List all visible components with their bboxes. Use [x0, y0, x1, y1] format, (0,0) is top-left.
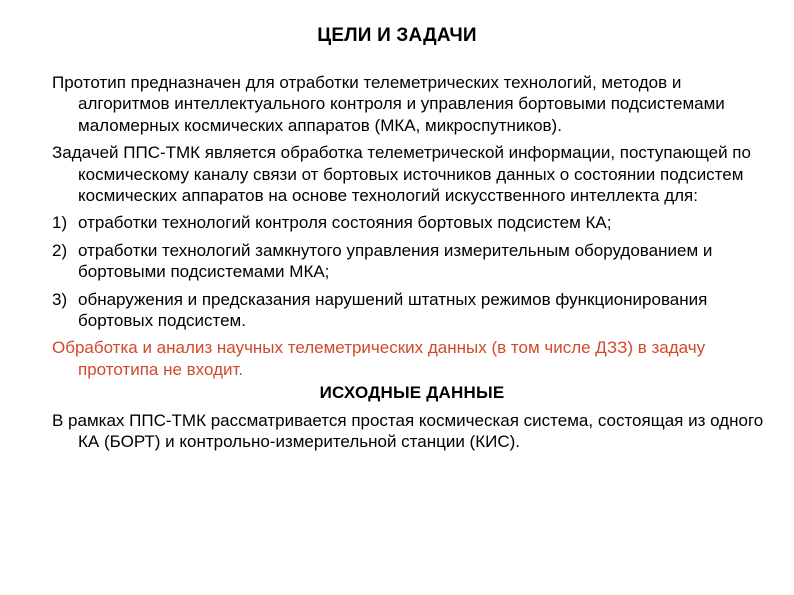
list-item-text: отработки технологий замкнутого управления измерительным оборудованием и бортовыми подсистемами МКА; — [78, 240, 713, 282]
list-item-text: обнаружения и предсказания нарушений штатных режимов функционирования бортовых подсистем. — [78, 289, 708, 331]
paragraph-note: Обработка и анализ научных телеметрических данных (в том числе ДЗЗ) в задачу прототипа не входит. — [52, 338, 706, 379]
section-heading: ИСХОДНЫЕ ДАННЫЕ — [319, 383, 505, 403]
page-title: ЦЕЛИ И ЗАДАЧИ — [317, 25, 477, 46]
list-item — [52, 240, 772, 283]
list-item-number: 1) — [52, 213, 68, 233]
slide-body — [52, 72, 772, 453]
list-item-text: отработки технологий контроля состояния бортовых подсистем КА; — [78, 213, 612, 233]
list-item — [52, 212, 772, 233]
paragraph-purpose: Прототип предназначен для отработки телеметрических технологий, методов и алгоритмов интеллектуального контроля и управления бортовыми подсистемами маломерных космических аппаратов (МКА, микроспутников). — [52, 73, 725, 135]
paragraph-task: Задачей ППС-ТМК является обработка телеметрической информации, поступающей по космическому каналу связи от бортовых источников данных о состоянии подсистем космических аппаратов на основе технологий искусственного интеллекта для: — [52, 143, 751, 206]
list-item-number: 3) — [52, 289, 68, 309]
list-item — [52, 289, 772, 332]
paragraph-source-data: В рамках ППС-ТМК рассматривается простая космическая система, состоящая из одного КА (БОРТ) и контрольно-измерительной станции (КИС). — [52, 410, 764, 452]
list-item-number: 2) — [52, 240, 68, 260]
